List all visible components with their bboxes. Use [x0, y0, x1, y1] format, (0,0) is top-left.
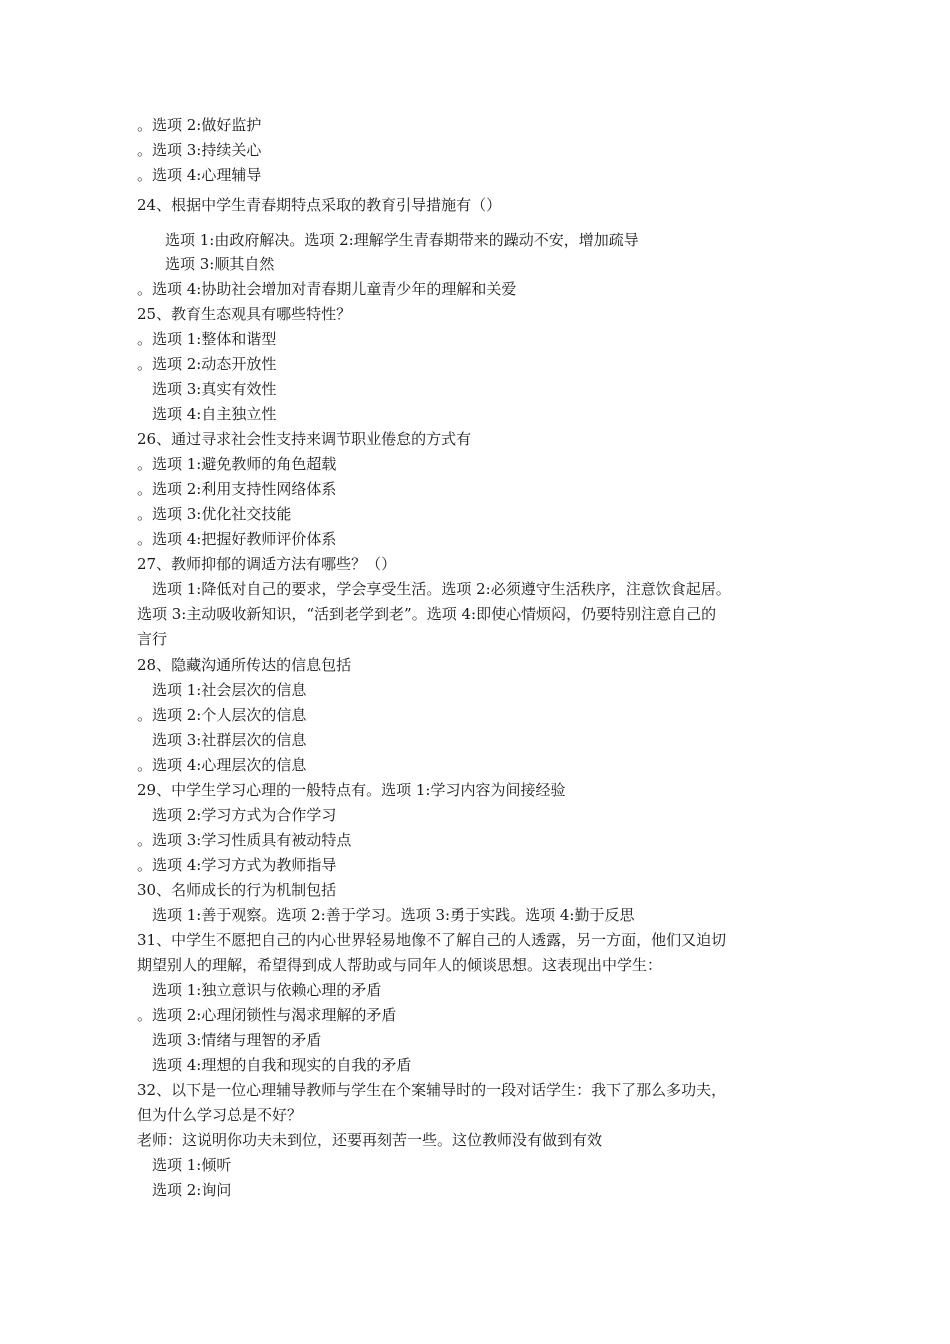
- option-text: 。选项 3:学习性质具有被动特点: [137, 831, 352, 849]
- option-text: 。选项 3:优化社交技能: [137, 505, 292, 523]
- option-text: 选项 4:自主独立性: [152, 405, 277, 423]
- question-text: 26、通过寻求社会性支持来调节职业倦怠的方式有: [137, 430, 472, 448]
- option-text: 。选项 4:心理层次的信息: [137, 756, 307, 774]
- option-text: 选项 3:真实有效性: [152, 380, 277, 398]
- question-text: 24、根据中学生青春期特点采取的教育引导措施有（）: [137, 196, 502, 214]
- option-text: 期望别人的理解，希望得到成人帮助或与同年人的倾谈思想。这表现出中学生：: [137, 956, 663, 974]
- option-text: 选项 3:社群层次的信息: [152, 731, 307, 749]
- option-text: 选项 2:学习方式为合作学习: [152, 806, 337, 824]
- option-text: 。选项 2:做好监护: [137, 116, 262, 134]
- option-text: 选项 1:倾听: [152, 1156, 232, 1174]
- option-text: 选项 3:顺其自然: [165, 255, 275, 273]
- option-text: 。选项 1:整体和谐型: [137, 330, 277, 348]
- option-text: 选项 1:社会层次的信息: [152, 681, 307, 699]
- option-text: 。选项 1:避免教师的角色超载: [137, 455, 337, 473]
- question-text: 29、中学生学习心理的一般特点有。选项 1:学习内容为间接经验: [137, 781, 566, 799]
- question-text: 25、教育生态观具有哪些特性？: [137, 305, 352, 323]
- option-text: 。选项 2:个人层次的信息: [137, 706, 307, 724]
- question-text: 28、隐藏沟通所传达的信息包括: [137, 656, 352, 674]
- question-text: 30、名师成长的行为机制包括: [137, 881, 337, 899]
- option-text: 。选项 2:利用支持性网络体系: [137, 480, 337, 498]
- option-text: 言行: [137, 630, 168, 648]
- option-text: 。选项 3:持续关心: [137, 141, 262, 159]
- option-text: 选项 4:理想的自我和现实的自我的矛盾: [152, 1056, 412, 1074]
- option-text: 。选项 2:心理闭锁性与渴求理解的矛盾: [137, 1006, 397, 1024]
- option-text: 选项 1:善于观察。选项 2:善于学习。选项 3:勇于实践。选项 4:勤于反思: [152, 906, 635, 924]
- option-text: 选项 2:询问: [152, 1181, 232, 1199]
- option-text: 。选项 4:把握好教师评价体系: [137, 530, 337, 548]
- option-text: 选项 1:降低对自己的要求，学会享受生活。选项 2:必须遵守生活秩序，注意饮食起居。: [152, 580, 731, 598]
- option-text: 选项 3:主动吸收新知识，“活到老学到老”。选项 4:即使心情烦闷，仍要特别注意自己的: [137, 605, 717, 623]
- option-text: 选项 1:由政府解决。选项 2:理解学生青春期带来的躁动不安，增加疏导: [165, 231, 639, 249]
- option-text: 。选项 2:动态开放性: [137, 355, 277, 373]
- option-text: 。选项 4:协助社会增加对青春期儿童青少年的理解和关爱: [137, 280, 517, 298]
- option-text: 。选项 4:学习方式为教师指导: [137, 856, 337, 874]
- option-text: 选项 3:情绪与理智的矛盾: [152, 1031, 322, 1049]
- question-text: 31、中学生不愿把自己的内心世界轻易地像不了解自己的人透露，另一方面，他们又迫切: [137, 931, 727, 949]
- question-text: 32、以下是一位心理辅导教师与学生在个案辅导时的一段对话学生：我下了那么多功夫，: [137, 1081, 727, 1099]
- option-text: 老师：这说明你功夫未到位，还要再刻苦一些。这位教师没有做到有效: [137, 1131, 603, 1149]
- question-text: 27、教师抑郁的调适方法有哪些？（）: [137, 555, 397, 573]
- option-text: 但为什么学习总是不好？: [137, 1106, 303, 1124]
- option-text: 选项 1:独立意识与依赖心理的矛盾: [152, 981, 382, 999]
- option-text: 。选项 4:心理辅导: [137, 166, 262, 184]
